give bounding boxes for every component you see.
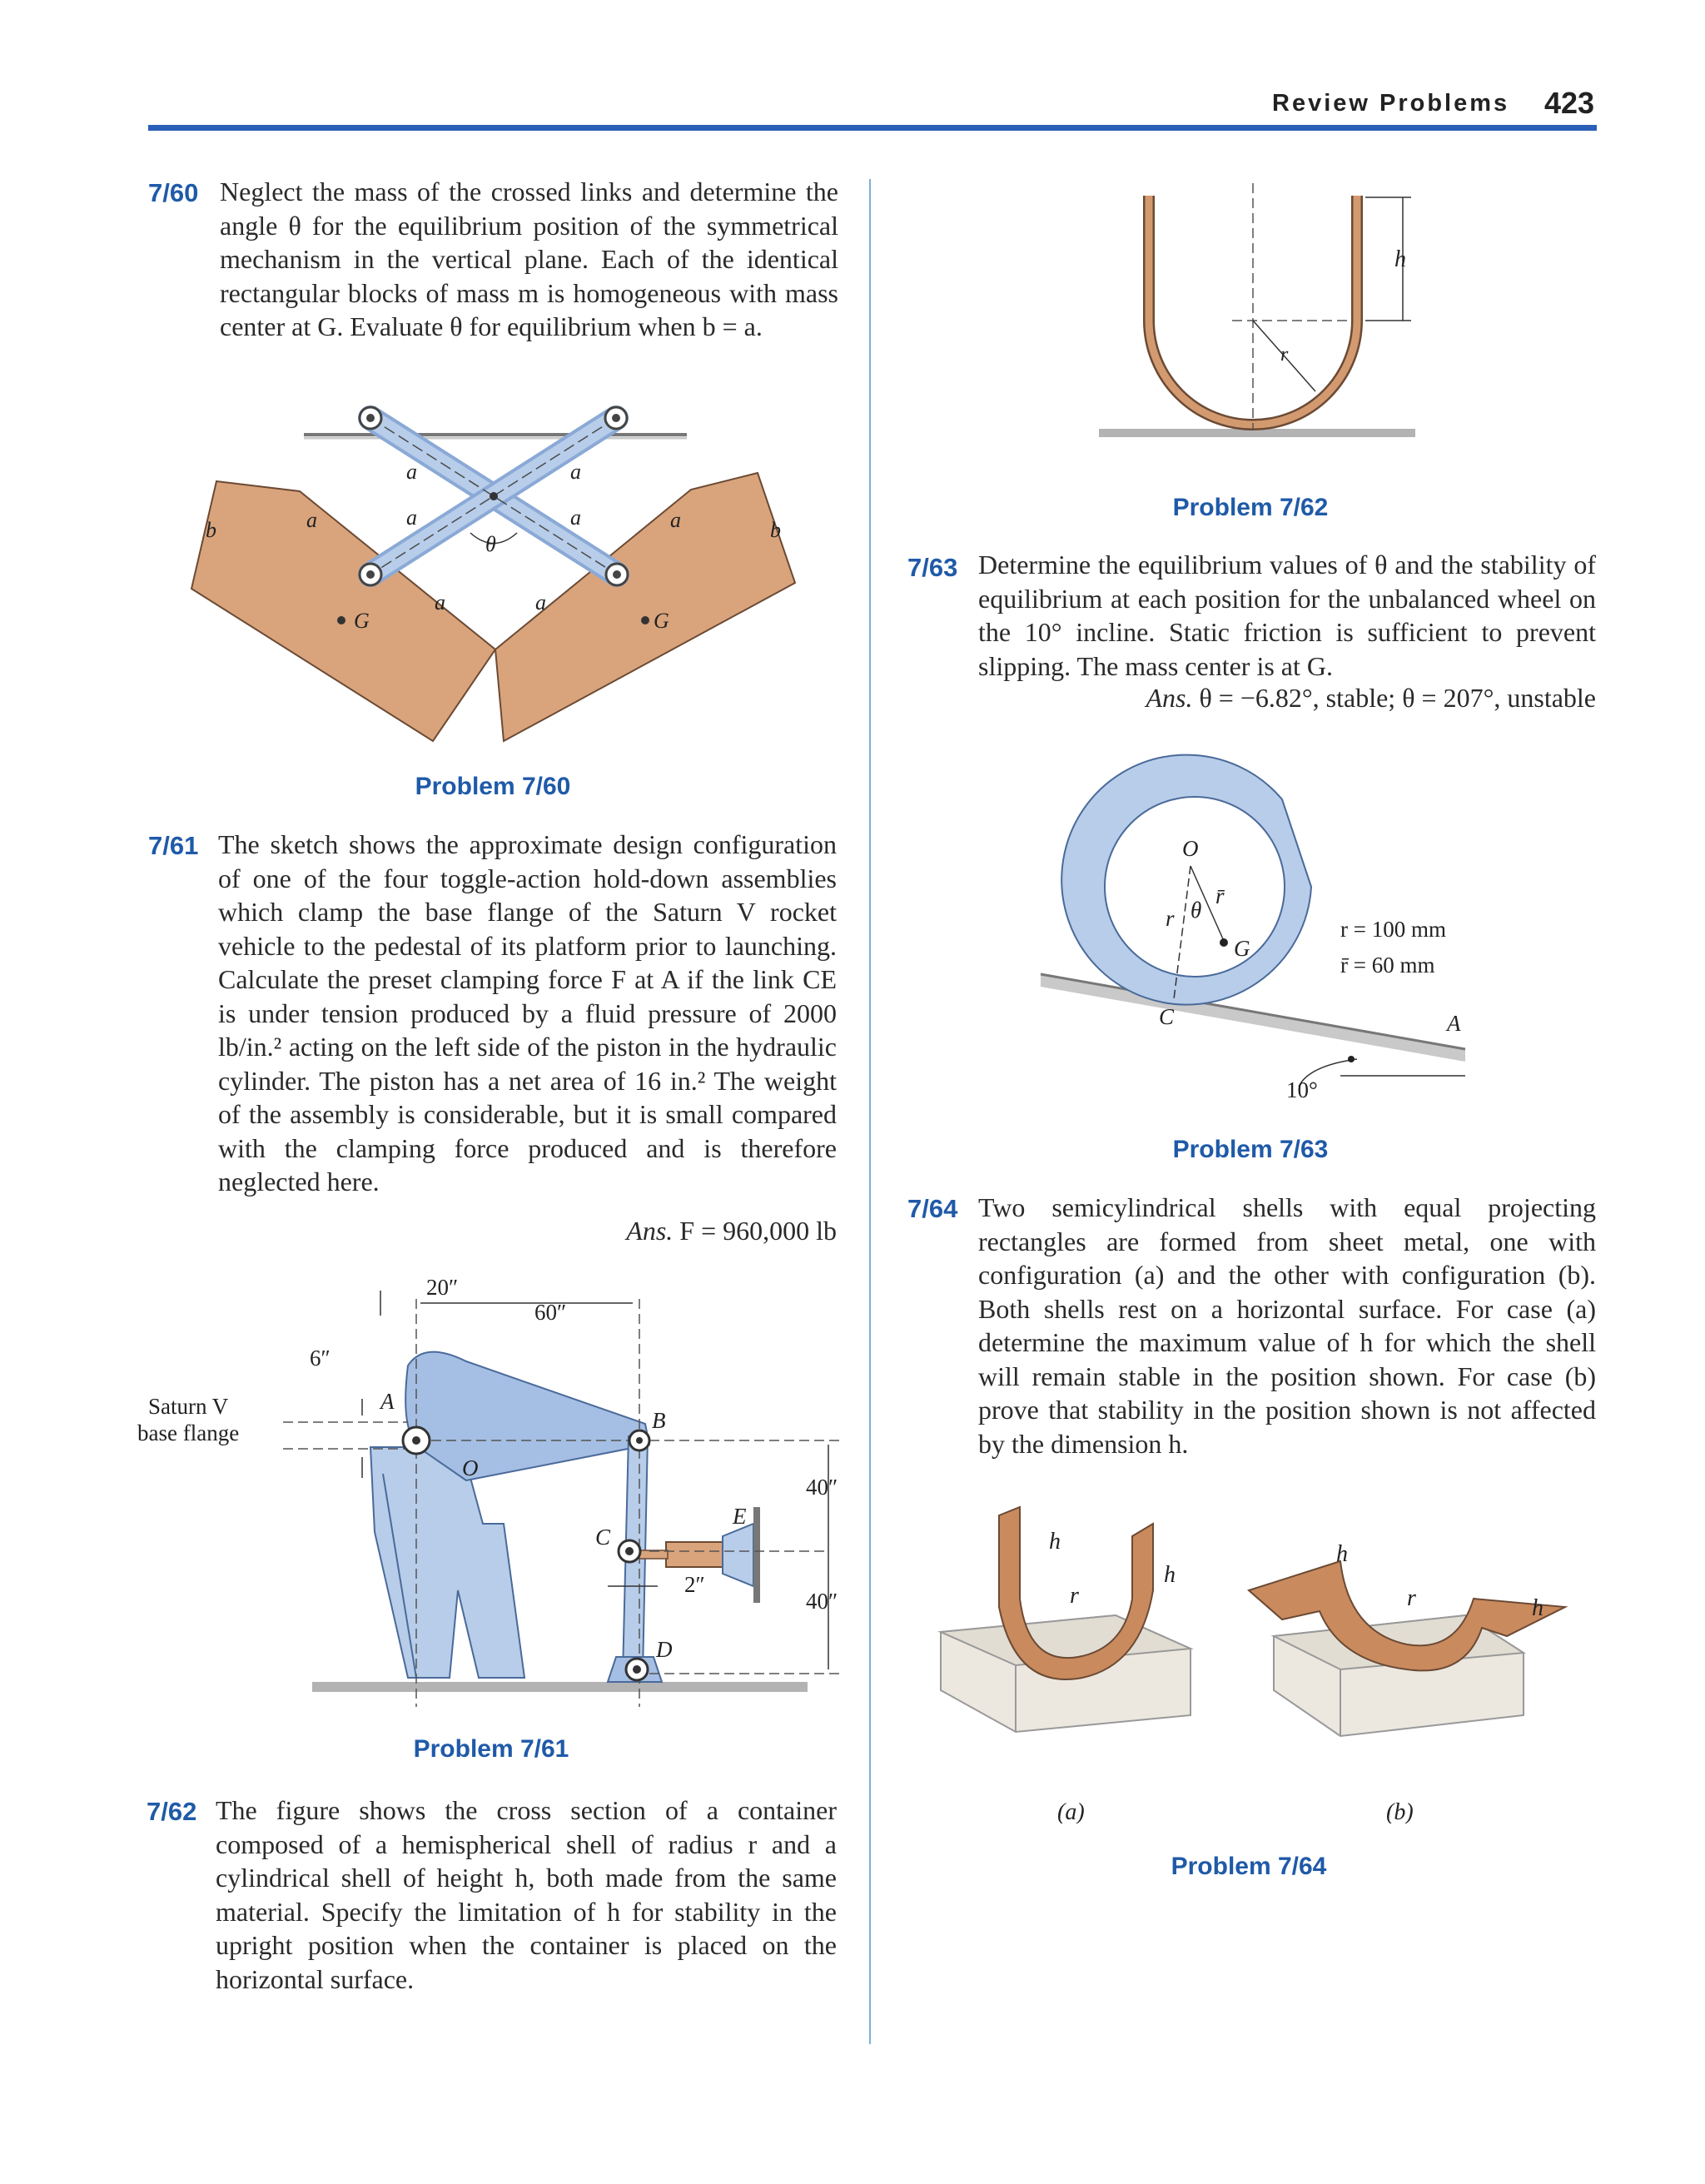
- svg-text:G: G: [1234, 936, 1250, 961]
- svg-text:h: h: [1532, 1595, 1543, 1621]
- running-header-title: Review Problems: [1272, 90, 1510, 117]
- problem-text-7-60: Neglect the mass of the crossed links and determine the angle θ for the equilibrium position of the symmetrical mechanism in the vertical plane. Each of the identical rectangular blocks of mass m is homogeneous with mass center at G. Evaluate θ for equilibrium when b = a.: [220, 177, 838, 341]
- svg-text:2″: 2″: [684, 1572, 705, 1597]
- svg-text:Saturn V: Saturn V: [148, 1394, 229, 1419]
- caption-7-61: Problem 7/61: [413, 1735, 569, 1763]
- problem-text-7-63: Determine the equilibrium values of θ and the stability of equilibrium at each position for the unbalanced wheel on the 10° incline. Static friction is sufficient to prevent slipping. The mass center is at G.: [978, 550, 1596, 681]
- svg-text:40″: 40″: [806, 1589, 838, 1614]
- caption-7-64: Problem 7/64: [1171, 1853, 1327, 1880]
- problem-number-7-60: 7/60: [148, 178, 199, 207]
- label-theta: θ: [485, 532, 496, 556]
- answer-7-61: Ans. F = 960,000 lb: [626, 1216, 837, 1246]
- problem-text-7-62: The figure shows the cross section of a container composed of a hemispherical shell of radius r and a cylindrical shell of height h, both made from the same material. Specify the limitation of h for stability in the upright position when the container is placed on the horizontal surface.: [216, 1795, 837, 1994]
- svg-text:a: a: [406, 505, 417, 530]
- svg-text:θ: θ: [1191, 898, 1202, 923]
- page-number: 423: [1544, 86, 1595, 120]
- figure-7-63: [1024, 733, 1490, 1107]
- problem-number-7-61: 7/61: [148, 831, 199, 860]
- svg-text:(a): (a): [1057, 1799, 1085, 1823]
- incline: [1041, 974, 1465, 1062]
- svg-text:60″: 60″: [534, 1300, 567, 1325]
- svg-text:r̄: r̄: [1215, 883, 1225, 908]
- svg-text:C: C: [595, 1525, 611, 1550]
- svg-text:r: r: [1280, 344, 1289, 366]
- svg-text:r: r: [1166, 906, 1175, 931]
- svg-text:r: r: [1070, 1583, 1079, 1609]
- label-b-right: b: [770, 518, 781, 542]
- svg-text:a: a: [670, 508, 681, 532]
- svg-text:h: h: [1049, 1529, 1061, 1555]
- svg-text:a: a: [570, 460, 581, 484]
- svg-text:B: B: [652, 1408, 666, 1433]
- svg-text:(b): (b): [1386, 1799, 1414, 1823]
- svg-text:E: E: [733, 1504, 747, 1529]
- svg-text:base flange: base flange: [137, 1420, 240, 1445]
- caption-7-62: Problem 7/62: [1172, 494, 1329, 521]
- hold-down-base: [370, 1447, 524, 1678]
- problem-number-7-62: 7/62: [147, 1797, 197, 1826]
- svg-text:r̄ = 60 mm: r̄ = 60 mm: [1340, 953, 1435, 978]
- svg-text:h: h: [1394, 246, 1406, 272]
- svg-text:A: A: [1447, 1011, 1461, 1036]
- figure-7-61: [133, 1257, 866, 1724]
- header-rule: [148, 125, 1597, 131]
- figure-7-62: [1082, 179, 1432, 462]
- svg-text:h: h: [1164, 1562, 1176, 1588]
- problem-number-7-64: 7/64: [907, 1194, 958, 1223]
- problem-text-7-61: The sketch shows the approximate design configuration of one of the four toggle-action hold-down assemblies which clamp the base flange of the Saturn V rocket vehicle to the pedestal of its platform prior to launching. Calculate the preset clamping force F at A if the link CE is under tension produced by a fluid pressure of 2000 lb/in.² acting on the left side of the piston in the hydraulic cylinder. The piston has a net area of 16 in.² The weight of the assembly is considerable, but it is small compared with the clamping force produced and is therefore neglected here.: [218, 829, 837, 1196]
- svg-text:C: C: [1159, 1004, 1175, 1029]
- svg-text:r: r: [1407, 1585, 1416, 1611]
- svg-text:O: O: [1182, 836, 1199, 861]
- svg-text:a: a: [535, 590, 546, 614]
- problem-text-7-64: Two semicylindrical shells with equal projecting rectangles are formed from sheet metal, one with configuration (a) and the other with configuration (b). Both shells rest on a horizontal surface. For case (a) determine the maximum value of h for which the shell will remain stable in the position shown. For case (b) prove that stability in the position shown is not affected by the dimension h.: [978, 1192, 1596, 1459]
- svg-text:40″: 40″: [806, 1475, 838, 1500]
- label-b-left: b: [206, 518, 216, 542]
- svg-text:10°: 10°: [1286, 1077, 1318, 1102]
- hydraulic-cylinder: [666, 1542, 724, 1567]
- svg-text:A: A: [380, 1389, 395, 1414]
- problem-number-7-63: 7/63: [907, 553, 958, 582]
- column-divider: [869, 179, 871, 2044]
- svg-text:a: a: [406, 460, 417, 484]
- figure-7-64: [924, 1499, 1590, 1823]
- caption-7-60: Problem 7/60: [415, 773, 571, 800]
- caption-7-63: Problem 7/63: [1172, 1136, 1329, 1163]
- svg-text:a: a: [306, 508, 317, 532]
- svg-text:h: h: [1336, 1541, 1348, 1567]
- answer-7-63: Ans. θ = −6.82°, stable; θ = 207°, unstable: [1146, 683, 1596, 713]
- svg-text:20″: 20″: [426, 1275, 459, 1300]
- toggle-arm: [405, 1352, 649, 1480]
- svg-text:a: a: [435, 590, 445, 614]
- label-G-left: G: [354, 609, 370, 633]
- svg-text:O: O: [462, 1455, 479, 1480]
- figure-7-60: [183, 391, 816, 758]
- svg-text:r = 100 mm: r = 100 mm: [1340, 917, 1446, 942]
- svg-text:D: D: [656, 1637, 673, 1662]
- label-G-right: G: [654, 609, 669, 633]
- svg-text:a: a: [570, 505, 581, 530]
- svg-text:6″: 6″: [310, 1346, 331, 1371]
